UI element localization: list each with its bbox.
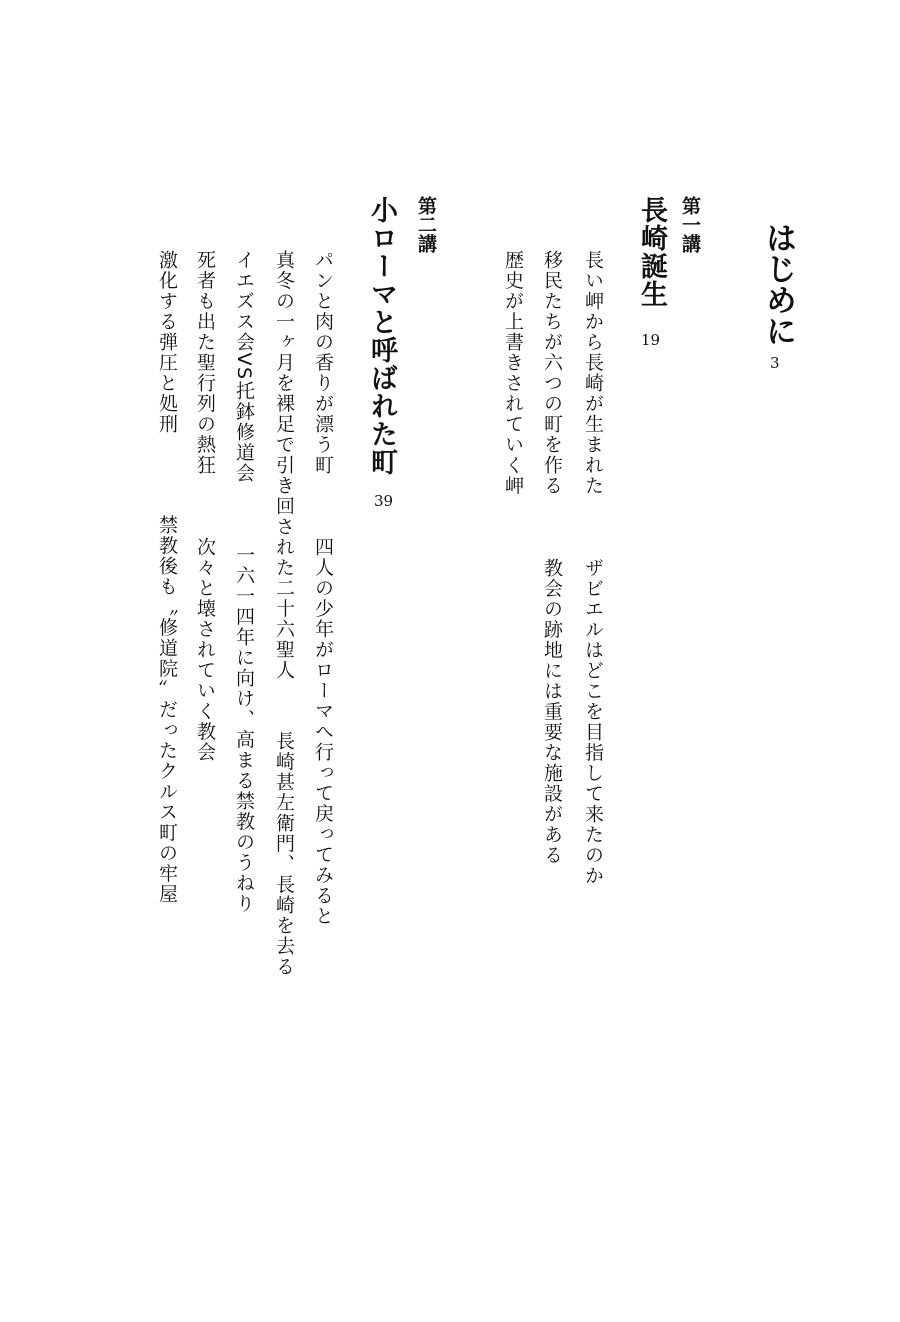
chapter2-number: 第二講: [415, 196, 437, 253]
intro-page-number: 3: [770, 354, 780, 372]
chapter2-title: 小ローマと呼ばれた町: [366, 196, 397, 476]
chapter2-page-number: 39: [374, 492, 394, 510]
chapter1-line-3: [503, 250, 522, 496]
chapter2-line-3: [234, 250, 253, 914]
chapter1-number: 第一講: [679, 196, 701, 253]
chapter1-page-number: 19: [641, 331, 661, 349]
chapter2-line-2: [274, 250, 293, 977]
chapter2-line-1: [313, 250, 332, 927]
intro-title: はじめに: [760, 222, 796, 346]
heading-item: ザビエルはどこを目指して来たのか: [582, 557, 604, 886]
chapter1-line-2: [542, 250, 561, 865]
heading-item: 長い岬から長崎が生まれた: [582, 250, 604, 496]
heading-item: 真冬の一ヶ月を裸足で引き回された二十六聖人: [273, 250, 295, 681]
heading-item: イエズス会VS托鉢修道会: [233, 250, 255, 484]
heading-item: 四人の少年がローマへ行って戻ってみると: [312, 537, 334, 927]
heading-item: パンと肉の香りが漂う町: [312, 250, 334, 476]
chapter1-title: 長崎誕生: [636, 196, 667, 308]
chapter2-line-5: [157, 250, 176, 905]
heading-item: 激化する弾圧と処刑: [156, 250, 178, 435]
heading-item: 禁教後も〝修道院〟だったクルス町の牢屋: [156, 515, 178, 905]
heading-item: 一六一四年に向け、高まる禁教のうねり: [233, 544, 255, 914]
heading-item: 歴史が上書きされていく岬: [502, 250, 524, 496]
heading-item: 長崎甚左衛門、長崎を去る: [273, 731, 295, 977]
heading-item: 死者も出た聖行列の熱狂: [194, 250, 216, 476]
heading-item: 移民たちが六つの町を作る: [541, 250, 563, 496]
chapter2-line-4: [195, 250, 214, 763]
heading-item: 次々と壊されていく教会: [194, 537, 216, 763]
heading-item: 教会の跡地には重要な施設がある: [541, 557, 563, 865]
chapter1-line-1: [583, 250, 602, 886]
